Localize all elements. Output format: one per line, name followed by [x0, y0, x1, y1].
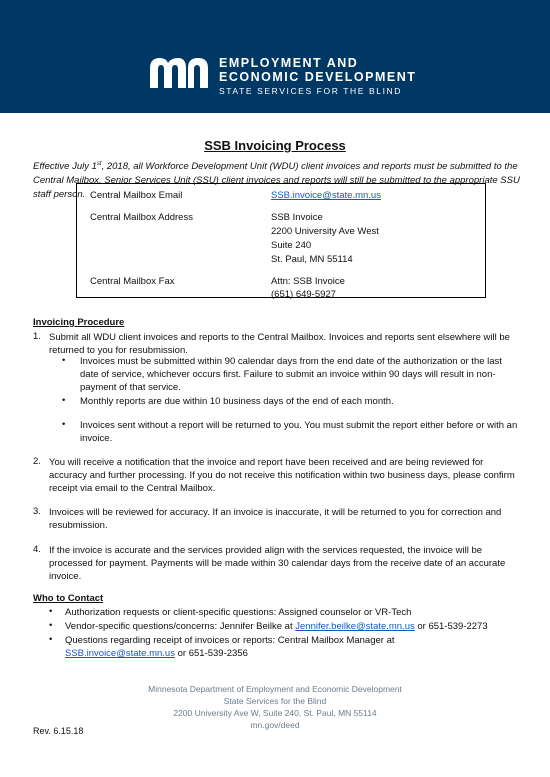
bullet-icon: • [49, 620, 53, 631]
procedure-heading: Invoicing Procedure [33, 317, 125, 328]
address-line-2: 2200 University Ave West [271, 226, 379, 237]
page-title: SSB Invoicing Process [204, 138, 346, 153]
mn-logo-icon [150, 56, 212, 88]
footer-line-4: mn.gov/deed [250, 720, 300, 730]
footer-line-1: Minnesota Department of Employment and Economic Development [148, 684, 402, 694]
email-link[interactable]: SSB.invoice@state.mn.us [271, 190, 381, 201]
mailbox-email-link[interactable]: SSB.invoice@state.mn.us [65, 648, 175, 659]
bullet-icon: • [62, 419, 66, 430]
contact-bullet-2-phone: or 651-539-2273 [414, 621, 488, 632]
contact-bullet-3-text: Questions regarding receipt of invoices or reports: Central Mailbox Manager at [65, 635, 395, 646]
bullet-icon: • [49, 634, 53, 645]
bullet-icon: • [62, 355, 66, 366]
intro-text-start: Effective July 1 [33, 161, 97, 173]
contact-bullet-1: Authorization requests or client-specific questions: Assigned counselor or VR-Tech [65, 607, 412, 618]
address-line-1: SSB Invoice [271, 212, 323, 223]
address-label: Central Mailbox Address [90, 212, 193, 223]
footer-line-2: State Services for the Blind [223, 696, 327, 706]
header-banner [0, 0, 550, 113]
step-2-text: You will receive a notification that the invoice and report have been received and are being reviewed for accuracy and further processing. If you do not receive this notification within two business days, please confirm receipt via email to the Central Mailbox. [49, 457, 515, 494]
bullet-icon: • [62, 395, 66, 406]
step-1-text: Submit all WDU client invoices and reports to the Central Mailbox. Invoices and reports sent elsewhere will be returned to you for resubmission. [49, 332, 510, 356]
address-line-3: Suite 240 [271, 240, 312, 251]
contact-bullet-3-phone: or 651-539-2356 [174, 648, 248, 659]
beilke-email-link[interactable]: Jennifer.beilke@state.mn.us [295, 621, 415, 632]
sub-bullet-2: Monthly reports are due within 10 business days of the end of each month. [80, 396, 394, 407]
intro-superscript: st [96, 161, 102, 167]
sub-bullet-1: Invoices must be submitted within 90 calendar days from the end date of the authorization or the last date of service, whichever occurs first. Failure to submit an invoice within 90 days will result in non-payment of that service. [80, 356, 502, 393]
fax-label: Central Mailbox Fax [90, 276, 175, 287]
step-4-number: 4. [33, 544, 41, 555]
footer [0, 683, 550, 731]
step-4-text: If the invoice is accurate and the services provided align with the services requested, the invoice will be processed for payment. Payments will be made within 30 calendar days from the receive date of an accurate invoice. [49, 545, 506, 582]
sub-bullet-3: Invoices sent without a report will be returned to you. You must submit the report either before or with an invoice. [80, 420, 518, 444]
contact-table [76, 183, 486, 298]
step-2-number: 2. [33, 456, 41, 467]
contact-bullet-3 [65, 634, 525, 660]
agency-line-2: ECONOMIC DEVELOPMENT [219, 70, 417, 84]
agency-line-1: EMPLOYMENT AND [219, 56, 359, 70]
agency-name [219, 56, 416, 96]
intro-text-rest: , 2018, all Workforce Development Unit (WDU) client invoices and reports must be submitted to the Central Mailbox. Senior Services Unit (SSU) client invoices and reports will still be submitted to the appropriate SSU staff person. [33, 161, 520, 201]
agency-line-3: STATE SERVICES FOR THE BLIND [219, 86, 403, 96]
contact-bullet-2-text: Vendor-specific questions/concerns: Jennifer Beilke at [65, 621, 296, 632]
email-label: Central Mailbox Email [90, 190, 183, 201]
fax-line-2: (651) 649-5927 [271, 289, 336, 300]
bullet-icon: • [49, 606, 53, 617]
revision-date: Rev. 6.15.18 [33, 726, 84, 736]
contact-heading: Who to Contact [33, 593, 104, 604]
contact-bullet-2 [65, 620, 535, 633]
step-1-number: 1. [33, 331, 41, 342]
step-3-number: 3. [33, 506, 41, 517]
address-line-4: St. Paul, MN 55114 [271, 254, 353, 265]
footer-line-3: 2200 University Ave W, Suite 240, St. Paul, MN 55114 [173, 708, 377, 718]
step-3-text: Invoices will be reviewed for accuracy. If an invoice is inaccurate, it will be returned to you for correction and resubmission. [49, 507, 502, 531]
fax-line-1: Attn: SSB Invoice [271, 276, 345, 287]
